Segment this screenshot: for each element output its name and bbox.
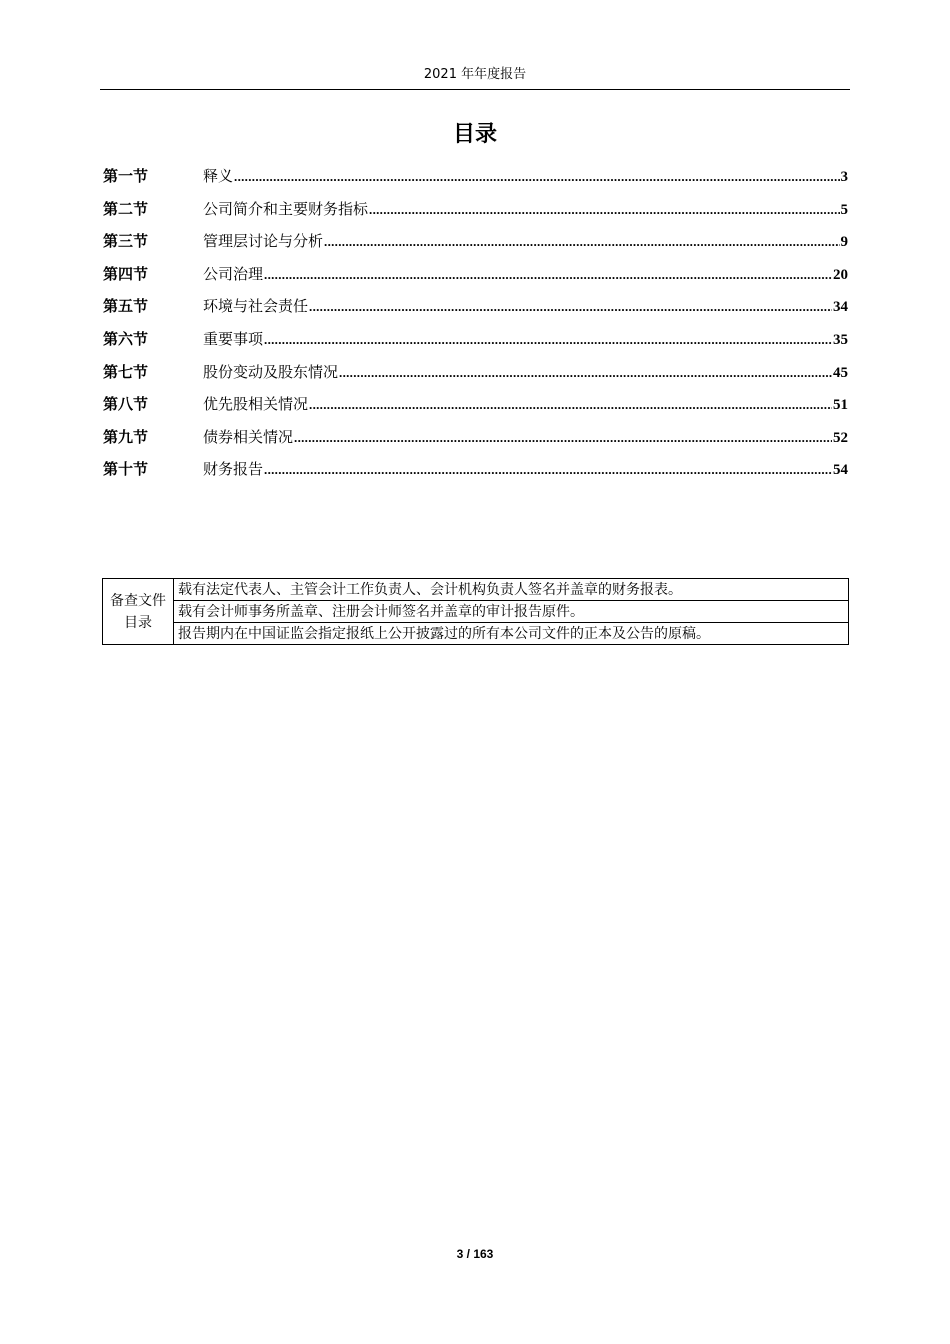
table-of-contents — [103, 164, 848, 490]
toc-section-title: 优先股相关情况 — [203, 395, 309, 414]
toc-section-number: 第八节 — [103, 395, 149, 414]
toc-leader-dots — [309, 295, 832, 319]
toc-page-number: 5 — [840, 201, 848, 218]
toc-entry[interactable] — [103, 262, 848, 295]
toc-section-number: 第九节 — [103, 427, 149, 446]
toc-section-title: 重要事项 — [203, 329, 264, 348]
table-row — [103, 601, 849, 623]
toc-page-number: 35 — [833, 331, 848, 348]
toc-entry[interactable] — [103, 229, 848, 262]
reference-label-cell — [103, 579, 174, 645]
toc-page-number: 9 — [840, 234, 848, 251]
toc-page-number: 45 — [833, 364, 848, 381]
toc-page-number: 3 — [840, 169, 848, 185]
toc-leader-dots — [369, 198, 839, 222]
table-row — [103, 579, 849, 601]
reference-item: 报告期内在中国证监会指定报纸上公开披露过的所有本公司文件的正本及公告的原稿。 — [174, 623, 849, 645]
reference-documents-table — [102, 578, 849, 645]
reference-label-line: 目录 — [124, 614, 152, 631]
header-divider — [100, 89, 850, 90]
toc-section-title: 股份变动及股东情况 — [203, 362, 339, 381]
toc-leader-dots — [264, 328, 832, 352]
toc-page-number: 52 — [833, 429, 848, 446]
toc-section-number: 第七节 — [103, 362, 149, 381]
toc-entry[interactable] — [103, 197, 848, 230]
toc-section-title: 公司简介和主要财务指标 — [203, 199, 369, 218]
toc-entry[interactable] — [103, 457, 848, 490]
toc-leader-dots — [339, 361, 832, 385]
page-number-footer: 3 / 163 — [456, 1247, 494, 1261]
toc-leader-dots — [264, 263, 832, 287]
toc-page-number: 20 — [833, 266, 848, 283]
toc-entry[interactable] — [103, 294, 848, 327]
reference-label-line: 备查文件 — [110, 592, 166, 609]
toc-leader-dots — [309, 393, 832, 417]
toc-section-number: 第六节 — [103, 329, 149, 348]
toc-section-number: 第二节 — [103, 199, 149, 218]
toc-section-title: 公司治理 — [203, 264, 264, 283]
toc-entry[interactable] — [103, 425, 848, 458]
toc-leader-dots — [324, 230, 839, 254]
toc-leader-dots — [294, 426, 832, 450]
table-row — [103, 623, 849, 645]
toc-page-number: 51 — [833, 397, 848, 414]
toc-entry[interactable] — [103, 164, 848, 197]
toc-section-number: 第五节 — [103, 297, 149, 316]
toc-page-number: 34 — [833, 299, 848, 316]
toc-section-title: 环境与社会责任 — [203, 297, 309, 316]
toc-section-title: 债券相关情况 — [203, 427, 294, 446]
toc-section-title: 财务报告 — [203, 460, 264, 479]
page-header: 2021 年年度报告 — [423, 67, 527, 82]
toc-entry[interactable] — [103, 392, 848, 425]
toc-leader-dots — [264, 458, 832, 482]
toc-section-number: 第三节 — [103, 232, 149, 251]
reference-item: 载有会计师事务所盖章、注册会计师签名并盖章的审计报告原件。 — [174, 601, 849, 623]
toc-section-number: 第四节 — [103, 264, 149, 283]
toc-page-number: 54 — [833, 462, 848, 479]
toc-section-title: 释义 — [203, 167, 234, 185]
toc-section-title: 管理层讨论与分析 — [203, 232, 324, 251]
toc-entry[interactable] — [103, 327, 848, 360]
toc-leader-dots — [234, 165, 839, 189]
toc-section-number: 第一节 — [103, 167, 149, 185]
page-title: 目录 — [452, 122, 497, 147]
toc-entry[interactable] — [103, 360, 848, 393]
reference-item: 载有法定代表人、主管会计工作负责人、会计机构负责人签名并盖章的财务报表。 — [174, 579, 849, 601]
toc-section-number: 第十节 — [103, 460, 149, 479]
